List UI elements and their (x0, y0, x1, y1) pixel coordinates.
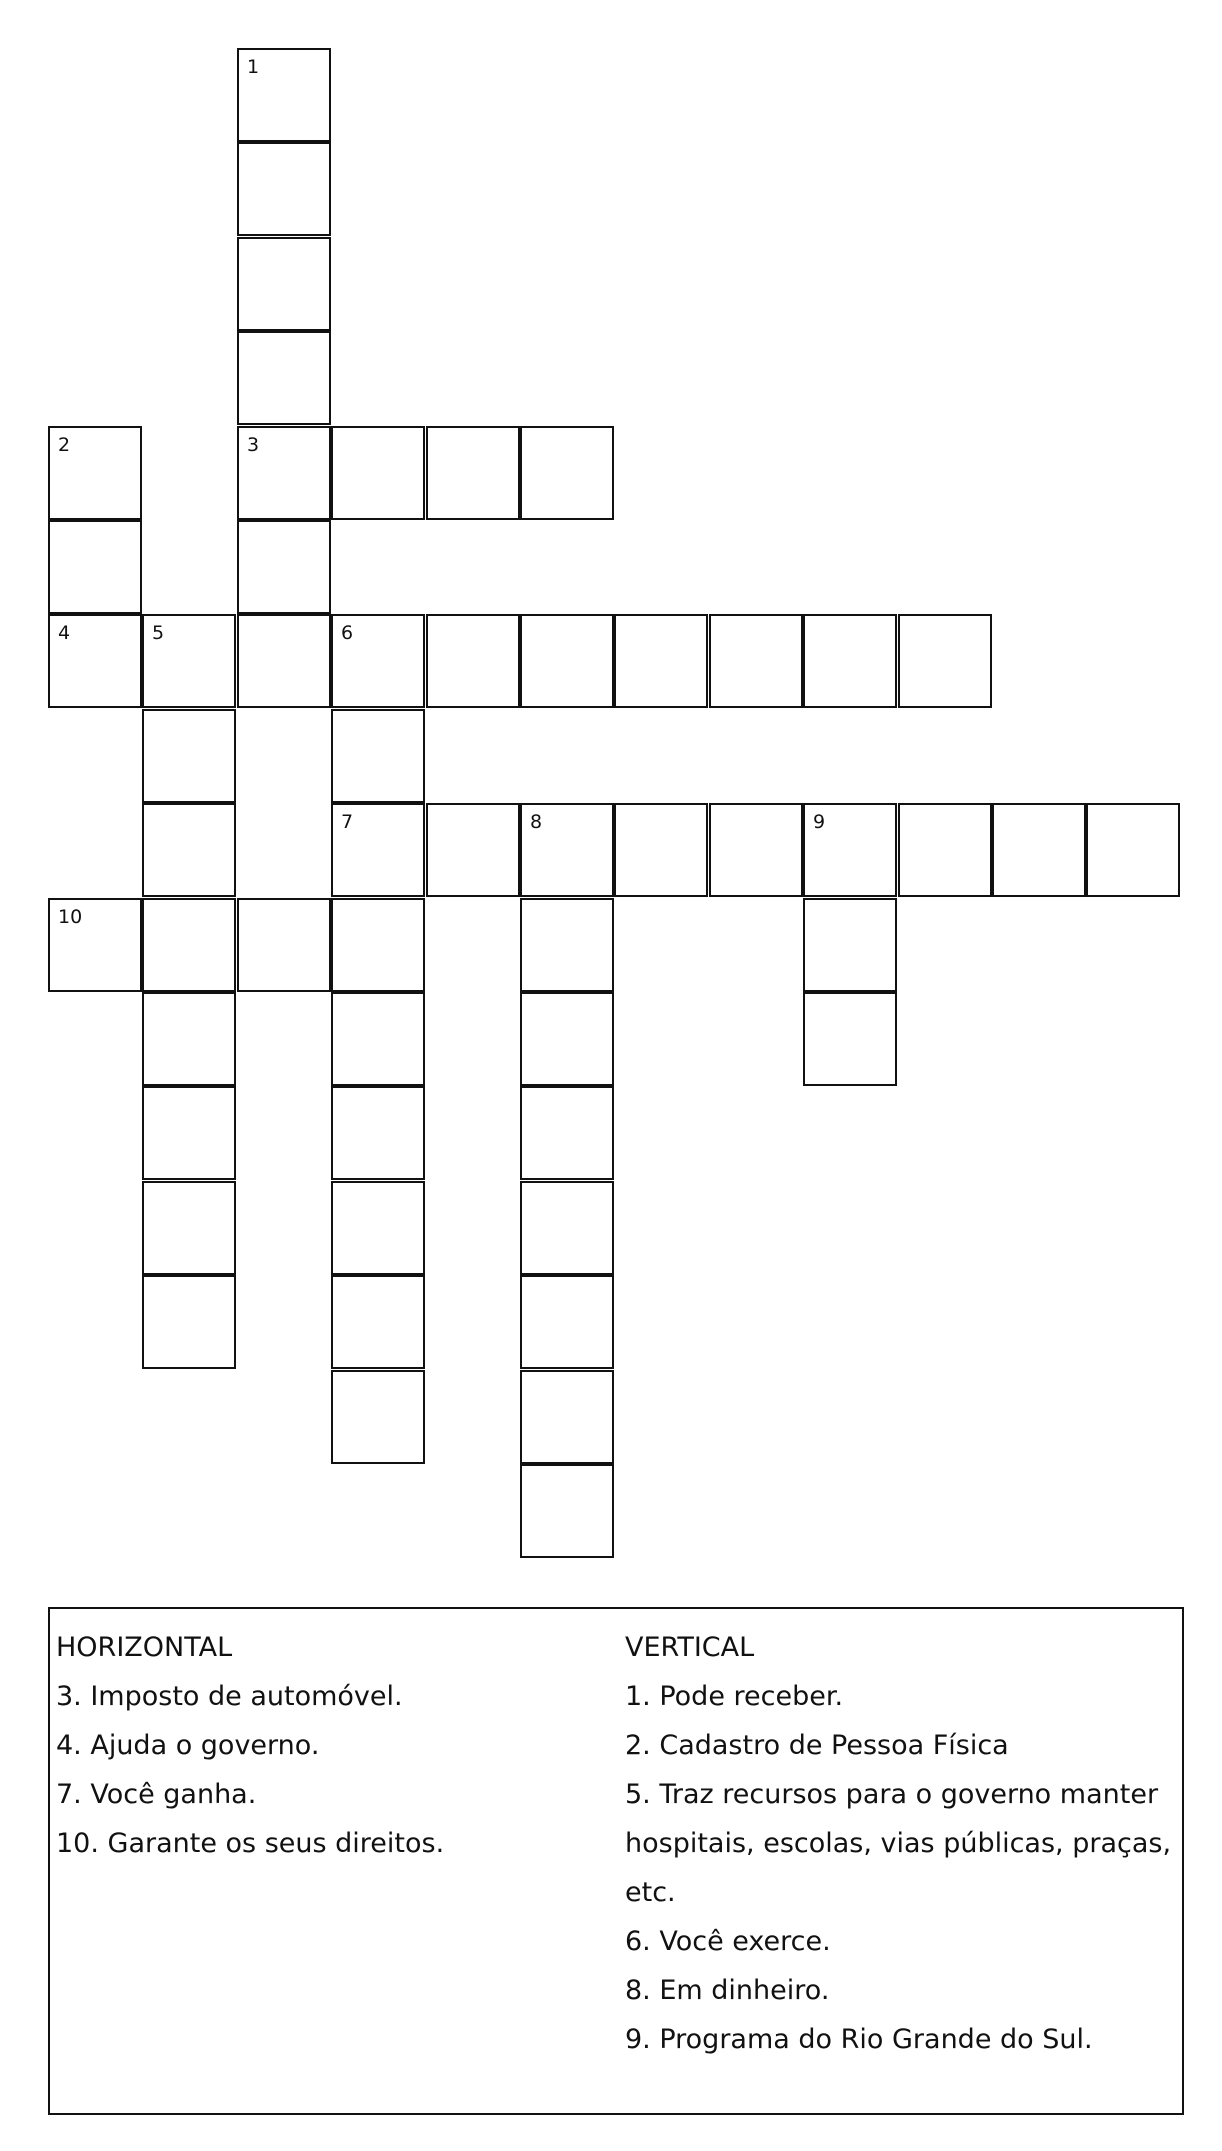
clue-number: 8 (530, 811, 543, 833)
grid-cell[interactable] (426, 803, 520, 897)
grid-cell[interactable] (520, 614, 614, 708)
clue-number: 10 (58, 906, 83, 928)
grid-cell[interactable] (426, 614, 520, 708)
clue-number: 9 (813, 811, 826, 833)
clue-vertical-8: 8. Em dinheiro. (625, 1975, 830, 2006)
clue-number: 4 (58, 622, 71, 644)
grid-cell[interactable] (237, 614, 331, 708)
grid-cell[interactable] (520, 803, 614, 897)
grid-cell[interactable] (709, 614, 803, 708)
grid-cell[interactable] (237, 331, 331, 425)
grid-cell[interactable] (803, 803, 897, 897)
grid-cell[interactable] (520, 1275, 614, 1369)
grid-cell[interactable] (331, 1275, 425, 1369)
grid-cell[interactable] (237, 426, 331, 520)
grid-cell[interactable] (898, 803, 992, 897)
vertical-clues (625, 1623, 1175, 2064)
grid-cell[interactable] (237, 48, 331, 142)
grid-cell[interactable] (614, 803, 708, 897)
grid-cell[interactable] (331, 614, 425, 708)
grid-cell[interactable] (142, 1275, 236, 1369)
clue-horizontal-3: 3. Imposto de automóvel. (56, 1681, 403, 1712)
clue-box (48, 1607, 1184, 2115)
grid-cell[interactable] (142, 614, 236, 708)
grid-cell[interactable] (520, 898, 614, 992)
grid-cell[interactable] (331, 992, 425, 1086)
grid-cell[interactable] (331, 1086, 425, 1180)
grid-cell[interactable] (48, 898, 142, 992)
clue-number: 3 (247, 434, 260, 456)
grid-cell[interactable] (520, 1464, 614, 1558)
grid-cell[interactable] (520, 1181, 614, 1275)
grid-cell[interactable] (992, 803, 1086, 897)
grid-cell[interactable] (48, 614, 142, 708)
clue-horizontal-7: 7. Você ganha. (56, 1779, 257, 1810)
horizontal-clues (56, 1623, 596, 1868)
grid-cell[interactable] (142, 992, 236, 1086)
clue-vertical-9: 9. Programa do Rio Grande do Sul. (625, 2024, 1093, 2055)
clue-number: 5 (152, 622, 165, 644)
grid-cell[interactable] (331, 898, 425, 992)
grid-cell[interactable] (237, 898, 331, 992)
grid-cell[interactable] (803, 992, 897, 1086)
grid-cell[interactable] (898, 614, 992, 708)
grid-cell[interactable] (142, 803, 236, 897)
grid-cell[interactable] (520, 992, 614, 1086)
grid-cell[interactable] (331, 803, 425, 897)
clue-number: 1 (247, 56, 260, 78)
clue-vertical-6: 6. Você exerce. (625, 1926, 831, 1957)
grid-cell[interactable] (237, 142, 331, 236)
grid-cell[interactable] (142, 898, 236, 992)
clue-number: 7 (341, 811, 354, 833)
grid-cell[interactable] (614, 614, 708, 708)
clue-horizontal-4: 4. Ajuda o governo. (56, 1730, 320, 1761)
grid-cell[interactable] (331, 426, 425, 520)
grid-cell[interactable] (520, 1370, 614, 1464)
grid-cell[interactable] (520, 426, 614, 520)
clue-number: 6 (341, 622, 354, 644)
grid-cell[interactable] (331, 1370, 425, 1464)
grid-cell[interactable] (331, 1181, 425, 1275)
grid-cell[interactable] (48, 520, 142, 614)
clue-vertical-2: 2. Cadastro de Pessoa Física (625, 1730, 1009, 1761)
grid-cell[interactable] (142, 1086, 236, 1180)
grid-cell[interactable] (142, 709, 236, 803)
vertical-heading: VERTICAL (625, 1632, 755, 1663)
grid-cell[interactable] (237, 520, 331, 614)
grid-cell[interactable] (520, 1086, 614, 1180)
horizontal-heading: HORIZONTAL (56, 1632, 233, 1663)
clue-vertical-5: 5. Traz recursos para o governo manter hospitais, escolas, vias públicas, praças, etc. (625, 1779, 1172, 1908)
clue-vertical-1: 1. Pode receber. (625, 1681, 844, 1712)
clue-horizontal-10: 10. Garante os seus direitos. (56, 1828, 445, 1859)
grid-cell[interactable] (709, 803, 803, 897)
grid-cell[interactable] (237, 237, 331, 331)
grid-cell[interactable] (426, 426, 520, 520)
grid-cell[interactable] (803, 898, 897, 992)
grid-cell[interactable] (1086, 803, 1180, 897)
grid-cell[interactable] (142, 1181, 236, 1275)
grid-cell[interactable] (331, 709, 425, 803)
grid-cell[interactable] (48, 426, 142, 520)
clue-number: 2 (58, 434, 71, 456)
grid-cell[interactable] (803, 614, 897, 708)
